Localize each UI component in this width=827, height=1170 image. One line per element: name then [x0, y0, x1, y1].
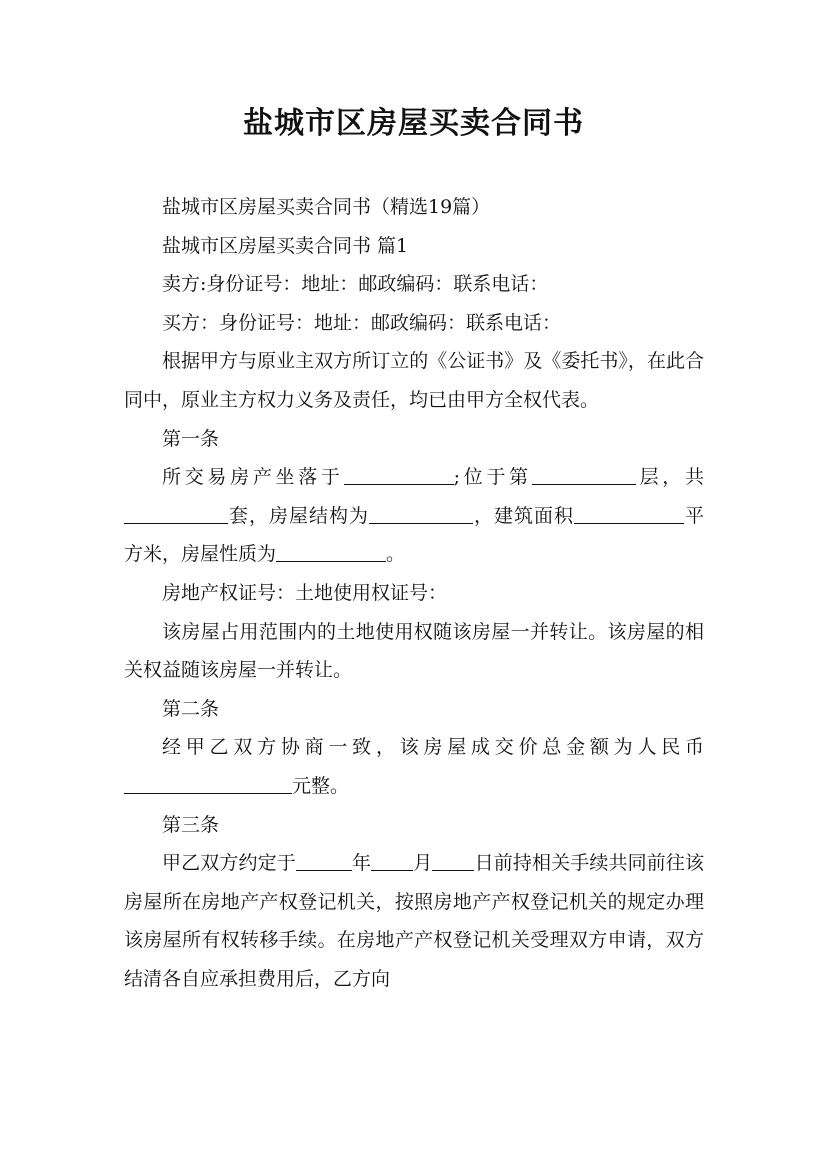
clause-2-heading: 第二条 — [162, 697, 220, 720]
fill-blank-year — [296, 851, 352, 871]
text-segment: 月 — [413, 852, 433, 875]
text-segment: 年 — [351, 852, 372, 875]
text-segment: 甲乙双方约定于 — [162, 852, 296, 875]
paragraph-preamble: 根据甲方与原业主双方所订立的《公证书》及《委托书》，在此合同中，原业主方权力义务及责任，均已由甲方全权代表。 — [124, 350, 704, 411]
paragraph-land-use: 该房屋占用范围内的土地使用权随该房屋一并转让。该房屋的相关权益随该房屋一并转让。 — [124, 620, 704, 682]
paragraph-buyer: 买方：身份证号：地址：邮政编码：联系电话： — [162, 311, 562, 334]
clause-2-price — [124, 728, 704, 805]
clause-3-heading: 第三条 — [162, 813, 220, 836]
paragraph-article-heading: 盐城市区房屋买卖合同书 篇1 — [162, 234, 409, 257]
paragraph-certificates: 房地产权证号：土地使用权证号： — [162, 581, 448, 604]
text-segment: 套，房屋结构为 — [228, 504, 369, 527]
text-segment: 所交易房产坐落于 — [162, 466, 344, 489]
text-segment: ，建筑面积 — [472, 504, 574, 527]
text-segment: 经甲乙双方协商一致，该房屋成交价总金额为人民币 — [162, 736, 704, 759]
paragraph-seller: 卖方:身份证号：地址：邮政编码：联系电话： — [162, 273, 549, 296]
fill-blank-nature — [276, 542, 386, 562]
text-segment: 层，共 — [635, 466, 704, 489]
fill-blank-month — [371, 851, 413, 871]
fill-blank-day — [432, 851, 474, 871]
fill-blank-price — [124, 774, 292, 794]
fill-blank-area — [574, 504, 684, 524]
text-segment: 平方米，房屋性质为 — [124, 504, 704, 566]
clause-1-property — [124, 458, 704, 574]
document-title: 盐城市区房屋买卖合同书 — [243, 106, 584, 141]
fill-blank-floor — [532, 465, 636, 485]
text-segment: 。 — [386, 543, 406, 566]
paragraph-intro-title: 盐城市区房屋买卖合同书（精选19篇） — [162, 196, 491, 218]
fill-blank-structure — [369, 504, 473, 524]
clause-3-transfer — [124, 844, 704, 998]
clause-1-heading: 第一条 — [162, 427, 220, 450]
text-segment: ;位于第 — [453, 466, 532, 489]
fill-blank-units — [124, 504, 228, 524]
document-body — [124, 188, 704, 998]
fill-blank-location — [344, 465, 454, 485]
text-segment: 日前持相关手续共同前往该房屋所在房地产产权登记机关，按照房地产产权登记机关的规定办理该房屋所有权转移手续。在房地产产权登记机关受理双方申请，双方结清各自应承担费用后，乙方向 — [124, 852, 704, 990]
text-segment: 元整。 — [292, 774, 350, 797]
